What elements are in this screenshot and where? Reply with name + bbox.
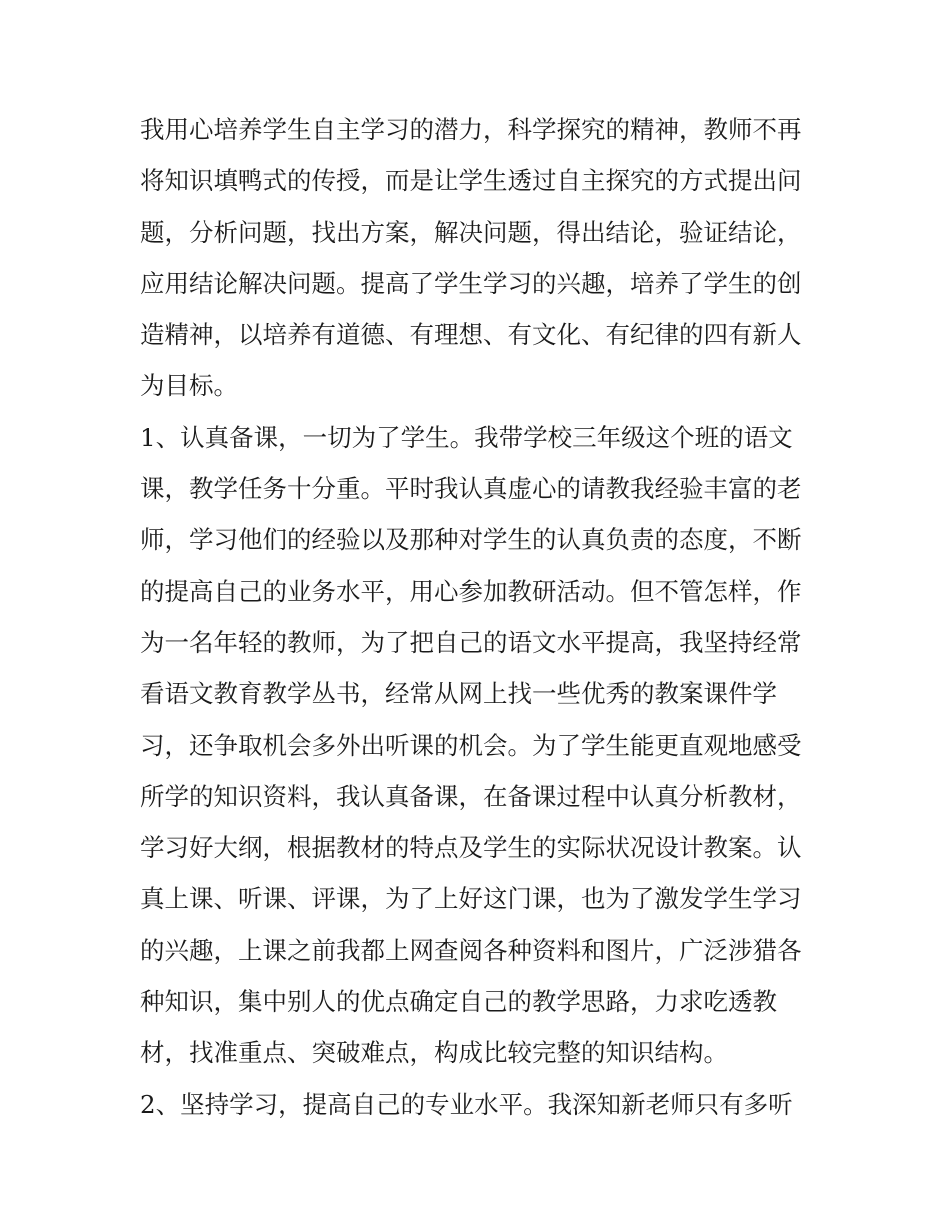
text-line: 将知识填鸭式的传授，而是让学生透过自主探究的方式提出问 <box>140 166 802 196</box>
text-line: 造精神，以培养有道德、有理想、有文化、有纪律的四有新人 <box>140 320 802 350</box>
text-line: 习，还争取机会多外出听课的机会。为了学生能更直观地感受 <box>140 730 802 760</box>
text-line: 种知识，集中别人的优点确定自己的教学思路，力求吃透教 <box>140 987 777 1017</box>
text-line: 师，学习他们的经验以及那种对学生的认真负责的态度，不断 <box>140 525 802 555</box>
text-line: 学习好大纲，根据教材的特点及学生的实际状况设计教案。认 <box>140 833 802 863</box>
text-line: 应用结论解决问题。提高了学生学习的兴趣，培养了学生的创 <box>140 268 802 298</box>
text-line: 的提高自己的业务水平，用心参加教研活动。但不管怎样，作 <box>140 576 802 606</box>
text-line: 我用心培养学生自主学习的潜力，科学探究的精神，教师不再 <box>140 115 802 144</box>
text-line: 材，找准重点、突破难点，构成比较完整的知识结构。 <box>140 1038 728 1068</box>
text-line: 题，分析问题，找出方案，解决问题，得出结论，验证结论， <box>140 217 802 247</box>
text-line: 课，教学任务十分重。平时我认真虚心的请教我经验丰富的老 <box>140 474 802 504</box>
text-line: 为一名年轻的教师，为了把自己的语文水平提高，我坚持经常 <box>140 627 802 657</box>
text-line: 真上课、听课、评课，为了上好这门课，也为了激发学生学习 <box>140 884 802 914</box>
text-line: 2、坚持学习，提高自己的专业水平。我深知新老师只有多听 <box>140 1089 793 1119</box>
text-line: 为目标。 <box>140 371 238 401</box>
text-line: 的兴趣，上课之前我都上网查阅各种资料和图片，广泛涉猎各 <box>140 935 802 965</box>
text-line: 看语文教育教学丛书，经常从网上找一些优秀的教案课件学 <box>140 679 777 709</box>
text-line: 所学的知识资料，我认真备课，在备课过程中认真分析教材， <box>140 781 802 811</box>
text-line: 1、认真备课，一切为了学生。我带学校三年级这个班的语文 <box>140 422 793 452</box>
document-body <box>140 104 830 1130</box>
